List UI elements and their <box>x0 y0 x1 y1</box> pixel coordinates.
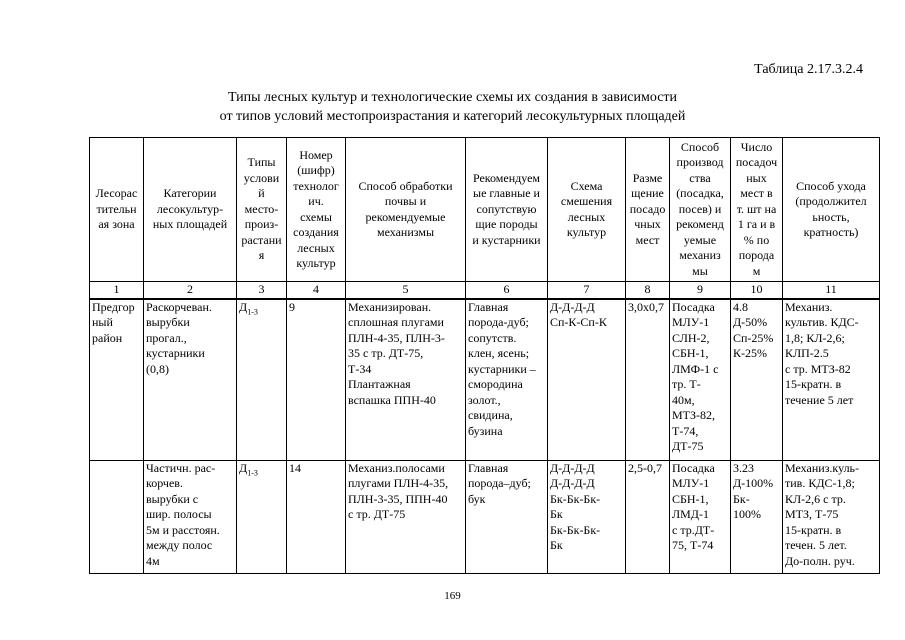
header-text: щение <box>631 186 664 201</box>
header-text: Категории <box>163 186 217 201</box>
header-text: ич. <box>308 194 324 208</box>
column-number: 4 <box>287 282 346 299</box>
cell-text: Т-34 <box>348 361 372 376</box>
planting-count-cell <box>731 299 783 461</box>
header-text: м <box>752 263 761 278</box>
cell-text: Д-Д-Д-Д <box>550 460 595 475</box>
column-header <box>548 138 626 282</box>
header-text: Число <box>740 139 773 154</box>
header-text: т. шт на <box>736 201 777 216</box>
table-row <box>90 299 880 461</box>
header-text: ства <box>689 170 711 185</box>
header-text: произ- <box>244 217 279 232</box>
category-cell <box>144 299 237 461</box>
header-text: Номер <box>299 147 333 162</box>
cell-text: ПЛН-3-35, ППН-40 <box>348 491 448 506</box>
header-text: щие породы <box>475 217 538 232</box>
header-text: й <box>258 186 265 201</box>
site-type-cell: $Д_{1-3}$ <box>237 460 287 573</box>
cell-text: Бк-Бк-Бк- <box>550 522 601 537</box>
cell-text: ЛМФ-1 с <box>672 361 719 376</box>
header-text: кратность) <box>803 225 859 239</box>
cell-text: ПЛН-4-35, ПЛН-3- <box>348 330 445 345</box>
cell-text: Бк- <box>733 491 750 506</box>
header-text: мест в <box>740 186 773 201</box>
header-text: Способ <box>680 139 720 154</box>
header-text: ных площадей <box>152 217 228 232</box>
species-cell <box>466 460 548 573</box>
header-text: механиз <box>679 248 721 263</box>
cell-text: бук <box>468 491 486 506</box>
cell-text: МТЗ-82, <box>672 408 716 422</box>
forest-culture-table <box>89 137 880 574</box>
header-text: Типы <box>247 155 276 170</box>
care-method-cell <box>783 299 880 461</box>
header-text: 1 га и в <box>737 217 776 232</box>
cell-text: Бк <box>550 507 563 521</box>
cell-text: Д-50% <box>733 315 768 329</box>
cell-text: корчев. <box>146 476 183 490</box>
header-text: почвы и <box>384 194 427 208</box>
cell-text: порода–дуб; <box>468 476 531 490</box>
cell-text: 100% <box>733 507 761 521</box>
cell-text: Главная <box>468 299 509 314</box>
header-text: (продолжител <box>795 194 867 208</box>
column-number: 7 <box>548 282 626 299</box>
title-line: Типы лесных культур и технологические схемы их создания в зависимости <box>227 90 678 105</box>
header-text: технолог <box>293 178 339 193</box>
header-text: мест <box>635 232 660 247</box>
cell-text: СБН-1, <box>672 491 709 506</box>
column-number: 3 <box>237 282 287 299</box>
planting-method-cell <box>670 460 731 573</box>
header-text: Способ обработки <box>358 178 453 193</box>
column-number: 11 <box>783 282 880 299</box>
cell-text: Главная <box>468 460 509 475</box>
spacing-cell: 3,0х0,7 <box>626 299 670 461</box>
cell-text: прогал., <box>146 330 187 345</box>
cell-text: тив. КДС-1,8; <box>785 476 855 490</box>
header-text: рекоменд <box>676 217 724 232</box>
cell-text: район <box>92 330 123 345</box>
cell-text: Д-Д-Д-Д <box>550 476 595 490</box>
header-text: лесных <box>567 209 606 224</box>
cell-text: порода-дуб; <box>468 315 529 329</box>
header-text: производ <box>676 155 724 170</box>
cell-text: Механиз.куль- <box>785 460 860 475</box>
column-header <box>466 138 548 282</box>
cell-text: К-25% <box>733 346 767 360</box>
cell-text: Посадка <box>672 460 715 475</box>
cell-text: тр. Т- <box>672 377 701 391</box>
cell-text: течен. 5 лет. <box>785 538 847 552</box>
cell-text: КЛ-2,6 с тр. <box>785 491 846 506</box>
column-header <box>237 138 287 282</box>
cell-text: бузина <box>468 423 503 438</box>
column-number-row <box>90 282 880 299</box>
cell-text: шир. полосы <box>146 507 212 521</box>
cell-text: кустарники – <box>468 361 536 376</box>
header-text: и кустарники <box>472 232 541 247</box>
cell-text: 35 с тр. ДТ-75, <box>348 346 424 360</box>
header-text: лесокультур- <box>156 201 224 216</box>
cell-text: культив. КДС- <box>785 315 859 329</box>
column-header <box>346 138 466 282</box>
spacing-cell: 2,5-0,7 <box>626 460 670 573</box>
cell-text: вспашка ППН-40 <box>348 392 436 407</box>
column-header <box>626 138 670 282</box>
header-text: ая зона <box>98 217 135 232</box>
header-text: Способ ухода <box>796 178 866 193</box>
header-text: Лесорас <box>95 186 138 201</box>
planting-method-cell <box>670 299 731 461</box>
cell-text: сплошная плугами <box>348 315 444 329</box>
column-number: 9 <box>670 282 731 299</box>
cell-text: СБН-1, <box>672 346 709 360</box>
cell-text: 4м <box>146 553 160 568</box>
column-header <box>90 138 144 282</box>
header-text: культур <box>566 225 607 239</box>
cell-text: Д-100% <box>733 476 774 490</box>
cell-text: Т-74, <box>672 423 699 438</box>
cell-text: 5м и расстоян. <box>146 522 220 537</box>
header-text: мы <box>692 263 708 278</box>
header-text: растани <box>241 232 282 247</box>
title-line: от типов условий местопроизрастания и категорий лесокультурных площадей <box>219 109 686 124</box>
header-text: посадоч <box>735 155 778 170</box>
header-text: сопутствую <box>476 201 537 216</box>
soil-treatment-cell <box>346 299 466 461</box>
column-number: 6 <box>466 282 548 299</box>
cell-text: ный <box>92 315 113 329</box>
header-text: Рекомендуем <box>472 170 541 185</box>
page-number: 169 <box>444 590 461 602</box>
header-text: уемые <box>683 232 717 247</box>
cell-text: с тр. ДТ-75 <box>348 507 406 521</box>
cell-text: (0,8) <box>146 361 169 376</box>
column-header <box>783 138 880 282</box>
zone-cell <box>90 460 144 573</box>
cell-text: До-полн. руч. <box>785 553 855 568</box>
header-text: культур <box>296 256 336 270</box>
cell-text: Предгор <box>92 299 135 314</box>
cell-text: Д-Д-Д-Д <box>550 299 595 314</box>
column-number: 8 <box>626 282 670 299</box>
header-text: посев) и <box>678 201 722 216</box>
header-text: % по <box>743 232 770 247</box>
header-text: рекомендуемые <box>365 209 446 224</box>
cell-text: 1,8; КЛ-2,6; <box>785 330 845 345</box>
cell-text: с тр. МТЗ-82 <box>785 361 851 376</box>
column-header <box>731 138 783 282</box>
cell-text: Механизирован. <box>348 299 432 314</box>
planting-count-cell <box>731 460 783 573</box>
cell-text: течение 5 лет <box>785 392 854 407</box>
zone-cell <box>90 299 144 461</box>
header-text: тительн <box>96 201 137 216</box>
header-text: порода <box>738 248 775 263</box>
cell-text: клен, ясень; <box>468 346 530 360</box>
scheme-number-cell: 9 <box>287 299 346 461</box>
header-text: ьность, <box>812 209 850 224</box>
cell-text: Посадка <box>672 299 715 314</box>
cell-text: смородина <box>468 377 523 391</box>
header-text: место- <box>244 201 279 216</box>
cell-text: 4.8 <box>733 299 748 314</box>
cell-text: золот., <box>468 392 501 407</box>
header-text: ных <box>746 170 767 185</box>
header-text: (посадка, <box>676 186 724 201</box>
column-number: 1 <box>90 282 144 299</box>
column-header <box>287 138 346 282</box>
header-text: лесных <box>297 240 335 255</box>
table-number: Таблица 2.17.3.2.4 <box>754 62 863 77</box>
cell-text: Плантажная <box>348 377 411 391</box>
cell-text: кустарники <box>146 346 205 360</box>
header-text: Разме <box>632 170 663 185</box>
cell-text: МТЗ, Т-75 <box>785 507 839 521</box>
species-cell <box>466 299 548 461</box>
site-type-subscript: 1-3 <box>247 306 258 316</box>
cell-text: Механиз. <box>785 299 833 314</box>
column-number: 2 <box>144 282 237 299</box>
column-number: 5 <box>346 282 466 299</box>
cell-text: ДТ-75 <box>672 439 704 453</box>
cell-text: сопутств. <box>468 330 517 345</box>
cell-text: Бк-Бк-Бк- <box>550 491 601 506</box>
cell-text: 75, Т-74 <box>672 538 714 552</box>
soil-treatment-cell <box>346 460 466 573</box>
cell-text: Сп-К-Сп-К <box>550 315 607 329</box>
cell-text: Механиз.полосами <box>348 460 445 475</box>
scheme-number-cell: 14 <box>287 460 346 573</box>
cell-text: МЛУ-1 <box>672 476 710 490</box>
cell-text: 3.23 <box>733 460 754 475</box>
column-header <box>670 138 731 282</box>
cell-text: Сп-25% <box>733 330 774 345</box>
site-type-subscript: 1-3 <box>247 467 258 477</box>
cell-text: Частичн. рас- <box>146 460 216 475</box>
care-method-cell <box>783 460 880 573</box>
cell-text: Раскорчеван. <box>146 299 212 314</box>
cell-text: КЛП-2.5 <box>785 346 829 360</box>
cell-text: вырубки <box>146 315 190 329</box>
site-type-cell: $Д_{1-3}$ <box>237 299 287 461</box>
mixing-scheme-cell <box>548 460 626 573</box>
cell-text: СЛН-2, <box>672 330 710 345</box>
header-text: схемы <box>300 209 332 224</box>
header-text: Схема <box>570 178 603 193</box>
table-row <box>90 460 880 573</box>
header-text: (шифр) <box>297 163 335 177</box>
header-text: создания <box>293 225 339 239</box>
table-body <box>90 299 880 574</box>
cell-text: МЛУ-1 <box>672 315 710 329</box>
header-text: посадо <box>629 201 666 216</box>
column-header <box>144 138 237 282</box>
header-text: ые главные и <box>473 186 540 201</box>
cell-text: между полос <box>146 538 213 552</box>
mixing-scheme-cell <box>548 299 626 461</box>
cell-text: вырубки с <box>146 491 199 506</box>
header-text: я <box>258 248 265 263</box>
cell-text: плугами ПЛН-4-35, <box>348 476 449 490</box>
cell-text: свидина, <box>468 408 513 422</box>
cell-text: Бк <box>550 538 563 552</box>
header-text: смешения <box>560 194 613 208</box>
cell-text: ЛМД-1 <box>672 507 709 521</box>
header-row <box>90 138 880 282</box>
header-text: чных <box>634 217 661 232</box>
cell-text: 15-кратн. в <box>785 522 842 537</box>
cell-text: с тр.ДТ- <box>672 522 715 537</box>
cell-text: 15-кратн. в <box>785 377 842 391</box>
header-text: механизмы <box>377 225 434 239</box>
header-text: услови <box>243 170 280 185</box>
table-title <box>0 88 905 126</box>
column-number: 10 <box>731 282 783 299</box>
cell-text: 40м, <box>672 392 695 407</box>
category-cell <box>144 460 237 573</box>
